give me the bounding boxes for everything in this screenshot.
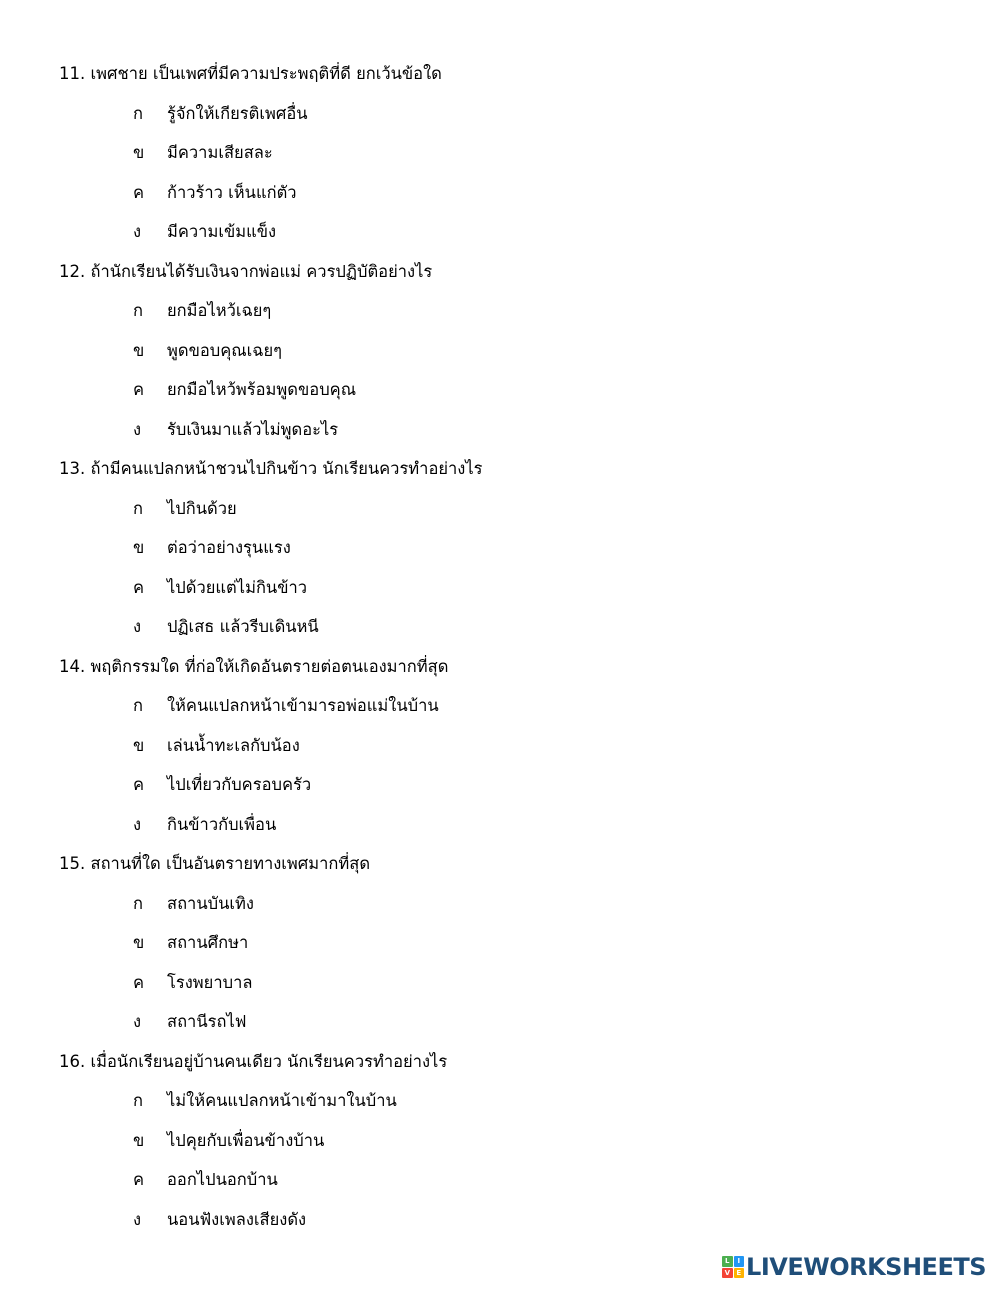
question-number: 13. [59,459,86,478]
answer-choice[interactable] [59,1206,959,1246]
answer-choice[interactable] [59,969,959,1009]
choice-letter: ข [133,933,145,952]
choice-letter: ก [133,1091,143,1110]
answer-choice[interactable] [59,1008,959,1048]
choice-letter: ข [133,143,145,162]
logo-mark-cell: L [722,1256,733,1267]
answer-choice[interactable] [59,574,959,614]
choice-text: ไม่ให้คนแปลกหน้าเข้ามาในบ้าน [167,1091,397,1110]
question-prompt: เพศชาย เป็นเพศที่มีความประพฤติที่ดี ยกเว้นข้อใด [90,64,442,83]
answer-choice[interactable] [59,297,959,337]
choice-letter: ข [133,735,145,755]
worksheet [59,60,959,1245]
choice-letter: ค [133,380,145,399]
question-text [59,455,959,495]
choice-text: ก้าวร้าว เห็นแก่ตัว [167,182,297,202]
choice-text: รับเงินมาแล้วไม่พูดอะไร [167,419,339,439]
answer-choice[interactable] [59,1166,959,1206]
choice-letter: ก [133,696,143,715]
logo-mark-cell: I [734,1256,745,1267]
question-text [59,60,959,100]
choice-text: รู้จักให้เกียรติเพศอื่น [167,103,308,123]
answer-choice[interactable] [59,613,959,653]
choice-text: พูดขอบคุณเฉยๆ [167,340,283,360]
answer-choice[interactable] [59,179,959,219]
choice-text: ให้คนแปลกหน้าเข้ามารอพ่อแม่ในบ้าน [167,696,439,715]
choice-text: กินข้าวกับเพื่อน [167,814,277,834]
choice-text: ไปด้วยแต่ไม่กินข้าว [167,577,308,597]
answer-choice[interactable] [59,811,959,851]
answer-choice[interactable] [59,771,959,811]
choice-text: ไปกินด้วย [167,498,237,518]
choice-text: นอนฟังเพลงเสียงดัง [167,1209,307,1229]
answer-choice[interactable] [59,1127,959,1167]
choice-text: ไปเที่ยวกับครอบครัว [167,775,312,794]
answer-choice[interactable] [59,890,959,930]
answer-choice[interactable] [59,534,959,574]
logo-mark-cell: E [734,1268,745,1279]
choice-letter: ก [133,103,143,123]
question-text [59,653,959,693]
answer-choice[interactable] [59,929,959,969]
answer-choice[interactable] [59,495,959,535]
answer-choice[interactable] [59,139,959,179]
choice-letter: ง [133,222,142,241]
answer-choice[interactable] [59,218,959,258]
choice-letter: ง [133,617,142,636]
choice-letter: ข [133,1130,145,1150]
logo-text: LIVEWORKSHEETS [746,1253,986,1281]
question-number: 15. [59,854,86,873]
choice-text: โรงพยาบาล [167,972,253,992]
question-number: 11. [59,64,86,83]
question-prompt: เมื่อนักเรียนอยู่บ้านคนเดียว นักเรียนควรทำอย่างไร [90,1051,448,1071]
choice-letter: ง [133,1012,142,1031]
choice-letter: ง [133,419,142,439]
choice-text: ออกไปนอกบ้าน [167,1170,278,1189]
choice-letter: ค [133,972,145,992]
choice-text: มีความเข้มแข็ง [167,222,277,241]
question-prompt: สถานที่ใด เป็นอันตรายทางเพศมากที่สุด [90,854,371,873]
choice-text: เล่นน้ำทะเลกับน้อง [167,735,300,755]
answer-choice[interactable] [59,416,959,456]
choice-text: ยกมือไหว้เฉยๆ [167,301,272,320]
choice-letter: ก [133,301,143,320]
liveworksheets-logo[interactable] [722,1252,986,1282]
answer-choice[interactable] [59,1087,959,1127]
choice-text: ยกมือไหว้พร้อมพูดขอบคุณ [167,380,357,399]
choice-letter: ค [133,1170,145,1189]
question-text [59,258,959,298]
choice-text: ไปคุยกับเพื่อนข้างบ้าน [167,1130,325,1150]
question-prompt: ถ้านักเรียนได้รับเงินจากพ่อแม่ ควรปฏิบัติอย่างไร [90,261,433,281]
question-number: 14. [59,656,86,676]
answer-choice[interactable] [59,692,959,732]
question-text [59,850,959,890]
question-number: 16. [59,1051,86,1071]
choice-text: สถานบันเทิง [167,893,254,913]
choice-letter: ค [133,577,145,597]
choice-letter: ก [133,893,143,913]
logo-mark-cell: V [722,1268,733,1279]
choice-letter: ค [133,775,145,794]
question-prompt: ถ้ามีคนแปลกหน้าชวนไปกินข้าว นักเรียนควรทำอย่างไร [90,459,483,478]
answer-choice[interactable] [59,337,959,377]
choice-text: มีความเสียสละ [167,143,273,162]
choice-letter: ก [133,498,143,518]
logo-mark-icon [722,1256,744,1278]
choice-text: ปฏิเสธ แล้วรีบเดินหนี [167,617,319,636]
choice-letter: ข [133,340,145,360]
choice-letter: ข [133,538,145,557]
choice-letter: ง [133,1209,142,1229]
choice-text: สถานศึกษา [167,933,249,952]
question-text [59,1048,959,1088]
choice-text: ต่อว่าอย่างรุนแรง [167,538,291,557]
answer-choice[interactable] [59,100,959,140]
answer-choice[interactable] [59,376,959,416]
choice-text: สถานีรถไฟ [167,1012,247,1031]
question-number: 12. [59,261,86,281]
choice-letter: ค [133,182,145,202]
choice-letter: ง [133,814,142,834]
question-prompt: พฤติกรรมใด ที่ก่อให้เกิดอันตรายต่อตนเองมากที่สุด [90,656,449,676]
answer-choice[interactable] [59,732,959,772]
